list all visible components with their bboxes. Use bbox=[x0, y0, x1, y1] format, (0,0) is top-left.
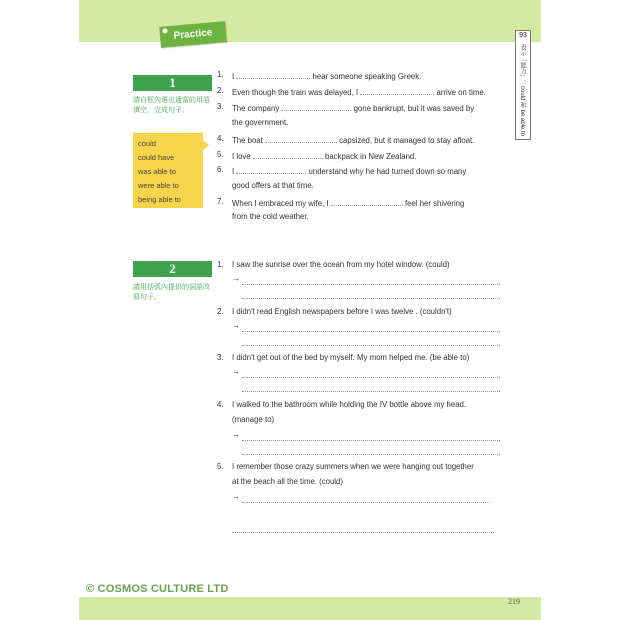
answer-line[interactable] bbox=[242, 376, 500, 378]
answer-line[interactable] bbox=[242, 283, 500, 285]
answer-line[interactable] bbox=[242, 297, 500, 299]
section-2-instruction: 請用括弧內提供的詞語改寫句子。 bbox=[133, 284, 210, 301]
item-number: 7. bbox=[217, 197, 224, 206]
side-tab-number: 93 bbox=[519, 32, 527, 39]
practice-label bbox=[159, 21, 227, 48]
footer-band bbox=[79, 597, 541, 620]
item-number: 2. bbox=[217, 307, 224, 316]
arrow-icon: → bbox=[232, 430, 240, 439]
fill-item bbox=[232, 102, 474, 113]
fill-item bbox=[232, 150, 416, 161]
blank-field[interactable] bbox=[360, 86, 434, 95]
item-number: 2. bbox=[217, 86, 224, 95]
section-1-number: 1 bbox=[133, 75, 212, 91]
item-text: I bbox=[232, 167, 235, 176]
practice-text: Practice bbox=[173, 27, 213, 42]
section-1-instruction: 請自框內選出適當的用語填空，完成句子。 bbox=[133, 97, 210, 114]
answer-line[interactable] bbox=[232, 531, 494, 533]
arrow-icon: → bbox=[232, 321, 240, 330]
item-text: The company bbox=[232, 104, 280, 113]
word-option: could bbox=[138, 139, 156, 148]
item-continuation: (manage to) bbox=[232, 415, 275, 424]
blank-field[interactable] bbox=[253, 150, 323, 159]
fill-item bbox=[232, 134, 474, 145]
word-option: being able to bbox=[138, 195, 181, 204]
item-text: Even though the train was delayed, I bbox=[232, 88, 359, 97]
side-tab bbox=[515, 30, 531, 140]
fill-item bbox=[232, 70, 421, 81]
side-tab-text: 表示「能力」：could 和 be able to bbox=[519, 44, 525, 137]
arrow-icon: → bbox=[232, 274, 240, 283]
word-box-pointer bbox=[203, 140, 209, 150]
item-number: 4. bbox=[217, 400, 224, 409]
item-text: gone bankrupt, but it was saved by bbox=[353, 104, 475, 113]
item-text: backpack in New Zealand. bbox=[324, 152, 417, 161]
arrow-icon: → bbox=[232, 367, 240, 376]
word-option: was able to bbox=[138, 167, 176, 176]
word-option: were able to bbox=[138, 181, 179, 190]
item-text: When I embraced my wife, I bbox=[232, 199, 329, 208]
item-number: 6. bbox=[217, 165, 224, 174]
rewrite-item: I saw the sunrise over the ocean from my hotel window. (could) bbox=[232, 260, 450, 269]
arrow-icon: → bbox=[232, 492, 240, 501]
answer-line[interactable] bbox=[242, 344, 500, 346]
item-text: The boat bbox=[232, 136, 263, 145]
word-box bbox=[133, 133, 203, 208]
copyright: © COSMOS CULTURE LTD bbox=[86, 583, 229, 595]
blank-field[interactable] bbox=[236, 165, 306, 174]
item-continuation: at the beach all the time. (could) bbox=[232, 477, 343, 486]
word-option: could have bbox=[138, 153, 175, 162]
rewrite-item: I remember those crazy summers when we were hanging out together bbox=[232, 462, 474, 471]
item-text: understand why he had turned down so many bbox=[308, 167, 467, 176]
item-number: 1. bbox=[217, 260, 224, 269]
item-text: feel her shivering bbox=[404, 199, 465, 208]
item-text: I love bbox=[232, 152, 251, 161]
rewrite-item: I didn't read English newspapers before I was twelve . (couldn't) bbox=[232, 307, 452, 316]
item-text: I bbox=[232, 72, 235, 81]
fill-item bbox=[232, 86, 486, 97]
rewrite-item: I didn't get out of the bed by myself. My mom helped me. (be able to) bbox=[232, 353, 470, 362]
header-band bbox=[79, 0, 541, 42]
item-number: 3. bbox=[217, 102, 224, 111]
answer-line[interactable] bbox=[242, 453, 500, 455]
item-continuation: good offers at that time. bbox=[232, 181, 314, 190]
item-number: 4. bbox=[217, 134, 224, 143]
pin-icon bbox=[162, 28, 167, 33]
item-text: arrive on time. bbox=[436, 88, 486, 97]
blank-field[interactable] bbox=[265, 134, 337, 143]
blank-field[interactable] bbox=[236, 70, 310, 79]
blank-field[interactable] bbox=[281, 102, 351, 111]
item-continuation: from the cold weather. bbox=[232, 212, 309, 221]
item-number: 1. bbox=[217, 70, 224, 79]
item-text: hear someone speaking Greek. bbox=[312, 72, 422, 81]
answer-line[interactable] bbox=[242, 439, 500, 441]
fill-item bbox=[232, 165, 466, 176]
item-text: capsized, but it managed to stay afloat. bbox=[339, 136, 475, 145]
page-number: 219 bbox=[508, 597, 520, 606]
item-number: 5. bbox=[217, 462, 224, 471]
answer-line[interactable] bbox=[242, 330, 500, 332]
section-2-number: 2 bbox=[133, 261, 212, 277]
answer-line[interactable] bbox=[242, 390, 500, 392]
fill-item bbox=[232, 197, 464, 208]
item-number: 5. bbox=[217, 150, 224, 159]
item-continuation: the government. bbox=[232, 118, 289, 127]
item-number: 3. bbox=[217, 353, 224, 362]
rewrite-item: I walked to the bathroom while holding the IV bottle above my head. bbox=[232, 400, 467, 409]
answer-line[interactable] bbox=[242, 501, 490, 503]
blank-field[interactable] bbox=[331, 197, 403, 206]
